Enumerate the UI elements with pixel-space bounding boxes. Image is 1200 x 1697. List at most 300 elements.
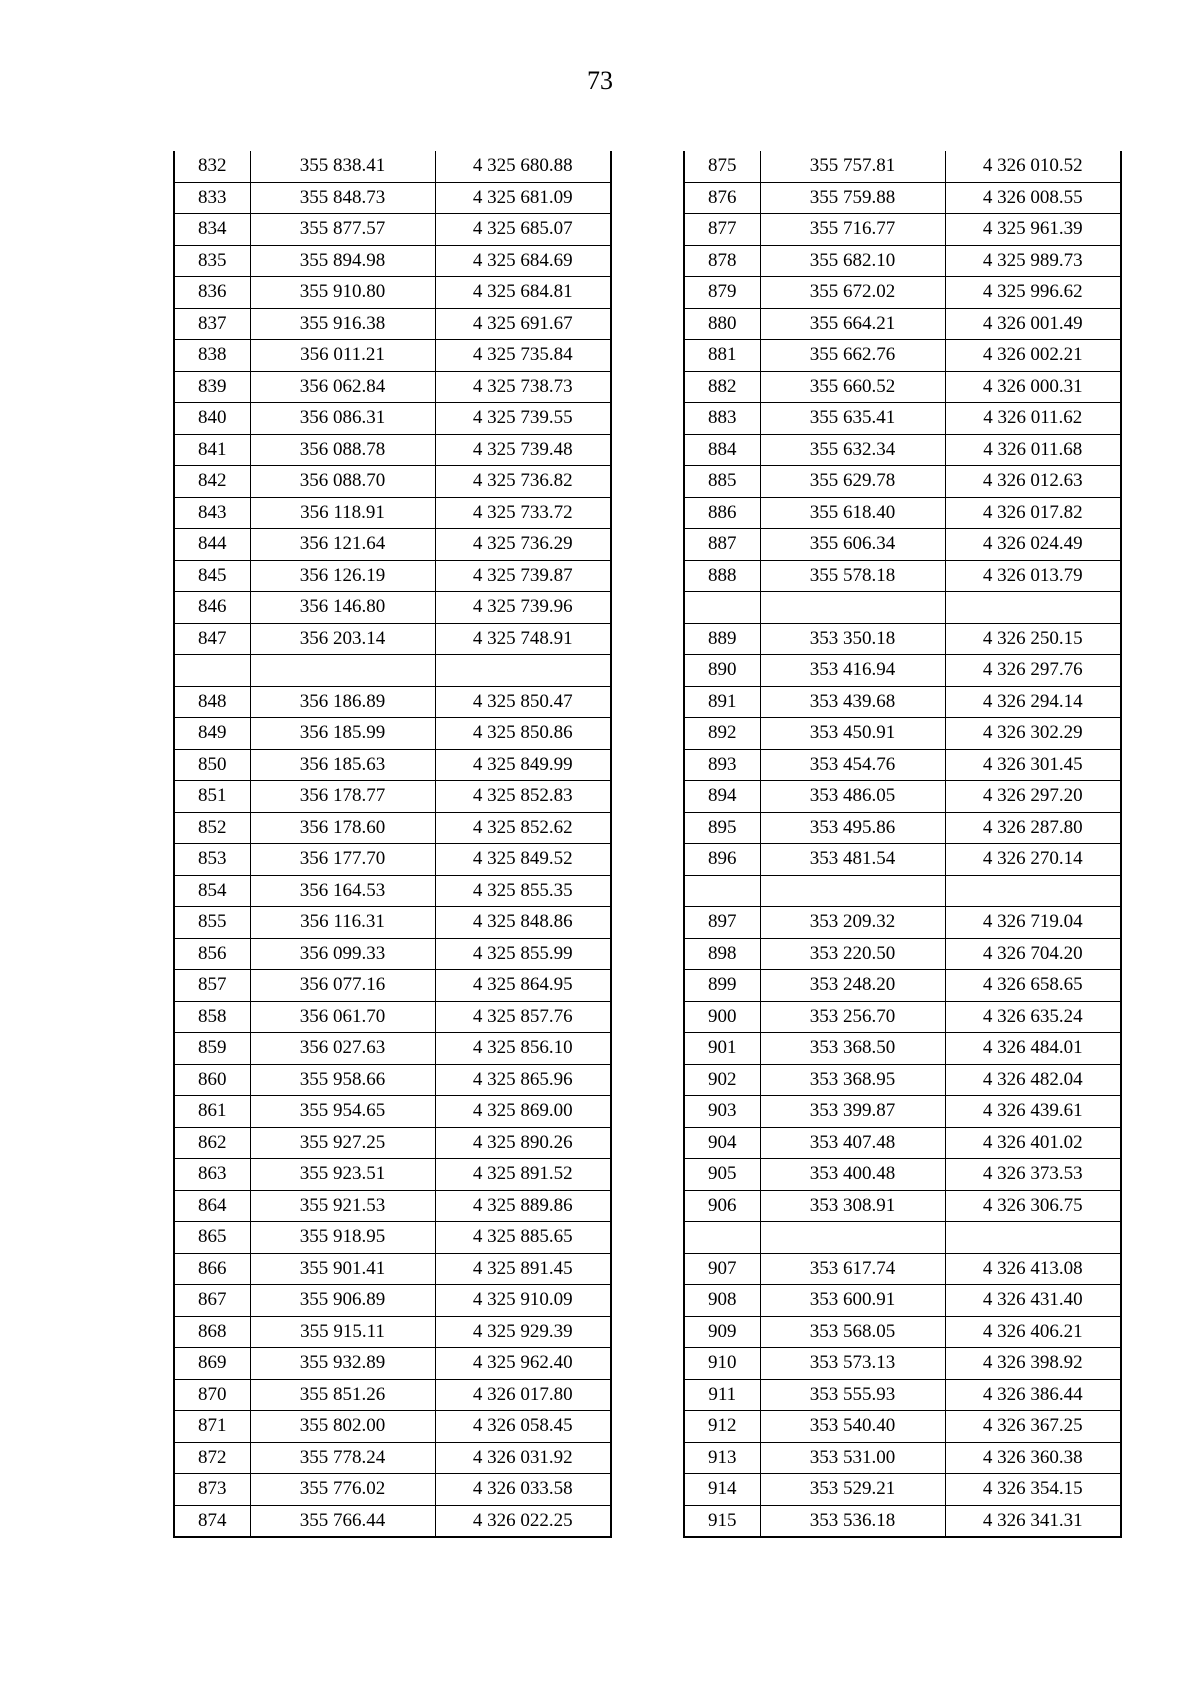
y-coordinate-cell: 4 326 008.55: [945, 182, 1121, 214]
x-coordinate-cell: 355 906.89: [250, 1285, 435, 1317]
point-number-cell: 898: [684, 938, 760, 970]
y-coordinate-cell: 4 325 891.45: [435, 1253, 611, 1285]
x-coordinate-cell: 353 368.50: [760, 1033, 945, 1065]
coordinate-table-body: [684, 151, 1121, 1537]
point-number-cell: 899: [684, 970, 760, 1002]
y-coordinate-cell: 4 325 848.86: [435, 907, 611, 939]
y-coordinate-cell: 4 325 852.62: [435, 812, 611, 844]
table-row: [684, 623, 1121, 655]
table-row: [684, 1064, 1121, 1096]
table-row: [174, 340, 611, 372]
table-row: [174, 1127, 611, 1159]
point-number-cell: 860: [174, 1064, 250, 1096]
x-coordinate-cell: 353 220.50: [760, 938, 945, 970]
point-number-cell: 893: [684, 749, 760, 781]
table-row: [684, 1316, 1121, 1348]
y-coordinate-cell: 4 326 406.21: [945, 1316, 1121, 1348]
y-coordinate-cell: 4 326 439.61: [945, 1096, 1121, 1128]
x-coordinate-cell: 353 481.54: [760, 844, 945, 876]
x-coordinate-cell: 353 486.05: [760, 781, 945, 813]
y-coordinate-cell: 4 325 890.26: [435, 1127, 611, 1159]
table-row: [684, 529, 1121, 561]
table-row: [174, 938, 611, 970]
point-number-cell: 887: [684, 529, 760, 561]
table-row: [684, 245, 1121, 277]
table-row: [174, 1505, 611, 1537]
y-coordinate-cell: 4 326 341.31: [945, 1505, 1121, 1537]
point-number-cell: 877: [684, 214, 760, 246]
point-number-cell: 875: [684, 151, 760, 182]
y-coordinate-cell: 4 325 849.52: [435, 844, 611, 876]
point-number-cell: 868: [174, 1316, 250, 1348]
coordinate-table-left: [173, 151, 612, 1538]
y-coordinate-cell: [435, 655, 611, 687]
y-coordinate-cell: 4 326 482.04: [945, 1064, 1121, 1096]
x-coordinate-cell: 353 454.76: [760, 749, 945, 781]
point-number-cell: [684, 1222, 760, 1254]
point-number-cell: 856: [174, 938, 250, 970]
point-number-cell: 840: [174, 403, 250, 435]
x-coordinate-cell: 356 011.21: [250, 340, 435, 372]
y-coordinate-cell: 4 326 704.20: [945, 938, 1121, 970]
x-coordinate-cell: 353 368.95: [760, 1064, 945, 1096]
point-number-cell: 863: [174, 1159, 250, 1191]
y-coordinate-cell: 4 325 738.73: [435, 371, 611, 403]
point-number-cell: 879: [684, 277, 760, 309]
y-coordinate-cell: 4 326 000.31: [945, 371, 1121, 403]
y-coordinate-cell: 4 325 855.35: [435, 875, 611, 907]
x-coordinate-cell: 355 848.73: [250, 182, 435, 214]
point-number-cell: 878: [684, 245, 760, 277]
x-coordinate-cell: 356 088.70: [250, 466, 435, 498]
x-coordinate-cell: 353 600.91: [760, 1285, 945, 1317]
table-row: [684, 1442, 1121, 1474]
x-coordinate-cell: 356 177.70: [250, 844, 435, 876]
x-coordinate-cell: 355 901.41: [250, 1253, 435, 1285]
point-number-cell: 849: [174, 718, 250, 750]
table-row: [174, 592, 611, 624]
y-coordinate-cell: 4 326 022.25: [435, 1505, 611, 1537]
table-row: [174, 1222, 611, 1254]
x-coordinate-cell: 353 495.86: [760, 812, 945, 844]
table-row: [684, 1474, 1121, 1506]
x-coordinate-cell: 353 439.68: [760, 686, 945, 718]
y-coordinate-cell: 4 325 869.00: [435, 1096, 611, 1128]
y-coordinate-cell: 4 325 733.72: [435, 497, 611, 529]
y-coordinate-cell: 4 326 017.80: [435, 1379, 611, 1411]
y-coordinate-cell: 4 325 684.69: [435, 245, 611, 277]
point-number-cell: 855: [174, 907, 250, 939]
point-number-cell: 866: [174, 1253, 250, 1285]
x-coordinate-cell: [760, 1222, 945, 1254]
point-number-cell: 876: [684, 182, 760, 214]
x-coordinate-cell: 356 178.60: [250, 812, 435, 844]
table-row: [174, 560, 611, 592]
table-row: [174, 151, 611, 182]
y-coordinate-cell: 4 326 354.15: [945, 1474, 1121, 1506]
table-row: [684, 308, 1121, 340]
x-coordinate-cell: 355 662.76: [760, 340, 945, 372]
x-coordinate-cell: 356 077.16: [250, 970, 435, 1002]
y-coordinate-cell: 4 325 850.86: [435, 718, 611, 750]
x-coordinate-cell: 355 629.78: [760, 466, 945, 498]
table-row: [684, 371, 1121, 403]
y-coordinate-cell: 4 325 739.48: [435, 434, 611, 466]
point-number-cell: 901: [684, 1033, 760, 1065]
point-number-cell: 848: [174, 686, 250, 718]
point-number-cell: 852: [174, 812, 250, 844]
point-number-cell: 853: [174, 844, 250, 876]
y-coordinate-cell: 4 326 306.75: [945, 1190, 1121, 1222]
y-coordinate-cell: 4 326 302.29: [945, 718, 1121, 750]
table-row: [174, 875, 611, 907]
table-row: [684, 1127, 1121, 1159]
table-row: [174, 308, 611, 340]
point-number-cell: 851: [174, 781, 250, 813]
page-number: 73: [587, 66, 613, 95]
point-number-cell: 888: [684, 560, 760, 592]
point-number-cell: 895: [684, 812, 760, 844]
y-coordinate-cell: 4 326 431.40: [945, 1285, 1121, 1317]
point-number-cell: 859: [174, 1033, 250, 1065]
x-coordinate-cell: [250, 655, 435, 687]
point-number-cell: 847: [174, 623, 250, 655]
x-coordinate-cell: 353 308.91: [760, 1190, 945, 1222]
table-row: [174, 1285, 611, 1317]
y-coordinate-cell: 4 325 685.07: [435, 214, 611, 246]
x-coordinate-cell: 355 618.40: [760, 497, 945, 529]
y-coordinate-cell: 4 325 681.09: [435, 182, 611, 214]
table-row: [174, 1159, 611, 1191]
point-number-cell: 882: [684, 371, 760, 403]
x-coordinate-cell: 353 416.94: [760, 655, 945, 687]
x-coordinate-cell: 355 759.88: [760, 182, 945, 214]
table-row: [174, 686, 611, 718]
x-coordinate-cell: 356 062.84: [250, 371, 435, 403]
y-coordinate-cell: 4 326 297.20: [945, 781, 1121, 813]
x-coordinate-cell: 353 555.93: [760, 1379, 945, 1411]
table-row: [174, 245, 611, 277]
x-coordinate-cell: 355 838.41: [250, 151, 435, 182]
point-number-cell: 835: [174, 245, 250, 277]
table-row: [174, 844, 611, 876]
point-number-cell: 867: [174, 1285, 250, 1317]
point-number-cell: 880: [684, 308, 760, 340]
x-coordinate-cell: 355 927.25: [250, 1127, 435, 1159]
y-coordinate-cell: [945, 875, 1121, 907]
table-row: [684, 497, 1121, 529]
y-coordinate-cell: 4 326 297.76: [945, 655, 1121, 687]
table-row: [684, 1159, 1121, 1191]
x-coordinate-cell: 355 916.38: [250, 308, 435, 340]
x-coordinate-cell: 356 118.91: [250, 497, 435, 529]
point-number-cell: 850: [174, 749, 250, 781]
y-coordinate-cell: 4 326 294.14: [945, 686, 1121, 718]
table-row: [684, 466, 1121, 498]
y-coordinate-cell: 4 325 739.55: [435, 403, 611, 435]
y-coordinate-cell: 4 326 373.53: [945, 1159, 1121, 1191]
point-number-cell: 900: [684, 1001, 760, 1033]
table-row: [684, 277, 1121, 309]
y-coordinate-cell: 4 325 961.39: [945, 214, 1121, 246]
y-coordinate-cell: 4 325 910.09: [435, 1285, 611, 1317]
table-row: [684, 686, 1121, 718]
point-number-cell: 906: [684, 1190, 760, 1222]
table-row: [174, 1348, 611, 1380]
y-coordinate-cell: 4 325 865.96: [435, 1064, 611, 1096]
y-coordinate-cell: 4 325 857.76: [435, 1001, 611, 1033]
point-number-cell: 832: [174, 151, 250, 182]
point-number-cell: 861: [174, 1096, 250, 1128]
point-number-cell: 904: [684, 1127, 760, 1159]
x-coordinate-cell: 355 682.10: [760, 245, 945, 277]
point-number-cell: 891: [684, 686, 760, 718]
x-coordinate-cell: 355 757.81: [760, 151, 945, 182]
y-coordinate-cell: 4 325 855.99: [435, 938, 611, 970]
point-number-cell: 874: [174, 1505, 250, 1537]
x-coordinate-cell: 353 350.18: [760, 623, 945, 655]
y-coordinate-cell: 4 325 849.99: [435, 749, 611, 781]
point-number-cell: [684, 875, 760, 907]
y-coordinate-cell: 4 325 996.62: [945, 277, 1121, 309]
x-coordinate-cell: 356 027.63: [250, 1033, 435, 1065]
point-number-cell: 912: [684, 1411, 760, 1443]
table-row: [684, 812, 1121, 844]
y-coordinate-cell: 4 326 001.49: [945, 308, 1121, 340]
table-row: [174, 1442, 611, 1474]
point-number-cell: [174, 655, 250, 687]
point-number-cell: 913: [684, 1442, 760, 1474]
y-coordinate-cell: 4 326 401.02: [945, 1127, 1121, 1159]
table-row: [174, 1096, 611, 1128]
x-coordinate-cell: 353 450.91: [760, 718, 945, 750]
y-coordinate-cell: 4 326 010.52: [945, 151, 1121, 182]
x-coordinate-cell: 356 178.77: [250, 781, 435, 813]
y-coordinate-cell: 4 326 484.01: [945, 1033, 1121, 1065]
point-number-cell: 886: [684, 497, 760, 529]
x-coordinate-cell: 355 606.34: [760, 529, 945, 561]
y-coordinate-cell: [945, 1222, 1121, 1254]
point-number-cell: 911: [684, 1379, 760, 1411]
x-coordinate-cell: 355 660.52: [760, 371, 945, 403]
y-coordinate-cell: 4 326 398.92: [945, 1348, 1121, 1380]
y-coordinate-cell: 4 326 635.24: [945, 1001, 1121, 1033]
point-number-cell: 885: [684, 466, 760, 498]
point-number-cell: 890: [684, 655, 760, 687]
x-coordinate-cell: 355 632.34: [760, 434, 945, 466]
table-row: [174, 1190, 611, 1222]
y-coordinate-cell: 4 325 736.29: [435, 529, 611, 561]
x-coordinate-cell: 355 776.02: [250, 1474, 435, 1506]
point-number-cell: 844: [174, 529, 250, 561]
table-row: [684, 1411, 1121, 1443]
y-coordinate-cell: 4 325 885.65: [435, 1222, 611, 1254]
y-coordinate-cell: [945, 592, 1121, 624]
point-number-cell: 837: [174, 308, 250, 340]
y-coordinate-cell: 4 326 002.21: [945, 340, 1121, 372]
y-coordinate-cell: 4 326 031.92: [435, 1442, 611, 1474]
y-coordinate-cell: 4 326 270.14: [945, 844, 1121, 876]
point-number-cell: 836: [174, 277, 250, 309]
point-number-cell: 846: [174, 592, 250, 624]
table-row: [684, 1253, 1121, 1285]
table-row: [174, 1253, 611, 1285]
y-coordinate-cell: 4 326 013.79: [945, 560, 1121, 592]
x-coordinate-cell: 355 802.00: [250, 1411, 435, 1443]
point-number-cell: 883: [684, 403, 760, 435]
x-coordinate-cell: 355 954.65: [250, 1096, 435, 1128]
x-coordinate-cell: 353 256.70: [760, 1001, 945, 1033]
y-coordinate-cell: 4 326 413.08: [945, 1253, 1121, 1285]
coordinate-table-right: [683, 151, 1122, 1538]
y-coordinate-cell: 4 326 058.45: [435, 1411, 611, 1443]
table-row: [174, 434, 611, 466]
point-number-cell: 915: [684, 1505, 760, 1537]
table-row: [174, 749, 611, 781]
point-number-cell: 857: [174, 970, 250, 1002]
x-coordinate-cell: 353 531.00: [760, 1442, 945, 1474]
point-number-cell: [684, 592, 760, 624]
table-row: [174, 466, 611, 498]
x-coordinate-cell: 356 126.19: [250, 560, 435, 592]
x-coordinate-cell: 356 086.31: [250, 403, 435, 435]
y-coordinate-cell: 4 325 735.84: [435, 340, 611, 372]
x-coordinate-cell: 355 921.53: [250, 1190, 435, 1222]
point-number-cell: 889: [684, 623, 760, 655]
x-coordinate-cell: 355 766.44: [250, 1505, 435, 1537]
table-row: [684, 214, 1121, 246]
point-number-cell: 862: [174, 1127, 250, 1159]
table-row: [684, 1222, 1121, 1254]
table-row: [174, 1379, 611, 1411]
x-coordinate-cell: 353 536.18: [760, 1505, 945, 1537]
x-coordinate-cell: 353 529.21: [760, 1474, 945, 1506]
x-coordinate-cell: 355 672.02: [760, 277, 945, 309]
point-number-cell: 884: [684, 434, 760, 466]
x-coordinate-cell: 356 116.31: [250, 907, 435, 939]
table-row: [684, 434, 1121, 466]
x-coordinate-cell: 356 099.33: [250, 938, 435, 970]
y-coordinate-cell: 4 325 680.88: [435, 151, 611, 182]
table-row: [684, 781, 1121, 813]
table-row: [174, 781, 611, 813]
table-row: [174, 403, 611, 435]
x-coordinate-cell: 355 915.11: [250, 1316, 435, 1348]
table-row: [174, 655, 611, 687]
x-coordinate-cell: 355 910.80: [250, 277, 435, 309]
point-number-cell: 871: [174, 1411, 250, 1443]
table-row: [684, 560, 1121, 592]
y-coordinate-cell: 4 325 850.47: [435, 686, 611, 718]
point-number-cell: 845: [174, 560, 250, 592]
table-row: [684, 1001, 1121, 1033]
x-coordinate-cell: 355 635.41: [760, 403, 945, 435]
table-row: [174, 214, 611, 246]
table-row: [174, 623, 611, 655]
y-coordinate-cell: 4 326 250.15: [945, 623, 1121, 655]
y-coordinate-cell: 4 326 360.38: [945, 1442, 1121, 1474]
point-number-cell: 873: [174, 1474, 250, 1506]
y-coordinate-cell: 4 325 989.73: [945, 245, 1121, 277]
x-coordinate-cell: 356 061.70: [250, 1001, 435, 1033]
point-number-cell: 881: [684, 340, 760, 372]
x-coordinate-cell: 356 121.64: [250, 529, 435, 561]
point-number-cell: 842: [174, 466, 250, 498]
y-coordinate-cell: 4 325 684.81: [435, 277, 611, 309]
x-coordinate-cell: 353 209.32: [760, 907, 945, 939]
point-number-cell: 903: [684, 1096, 760, 1128]
point-number-cell: 839: [174, 371, 250, 403]
point-number-cell: 858: [174, 1001, 250, 1033]
y-coordinate-cell: 4 326 301.45: [945, 749, 1121, 781]
x-coordinate-cell: 355 851.26: [250, 1379, 435, 1411]
y-coordinate-cell: 4 326 017.82: [945, 497, 1121, 529]
x-coordinate-cell: 353 400.48: [760, 1159, 945, 1191]
x-coordinate-cell: [760, 875, 945, 907]
point-number-cell: 897: [684, 907, 760, 939]
table-row: [684, 938, 1121, 970]
y-coordinate-cell: 4 326 386.44: [945, 1379, 1121, 1411]
table-row: [174, 1064, 611, 1096]
x-coordinate-cell: 353 407.48: [760, 1127, 945, 1159]
y-coordinate-cell: 4 325 929.39: [435, 1316, 611, 1348]
x-coordinate-cell: 353 617.74: [760, 1253, 945, 1285]
point-number-cell: 907: [684, 1253, 760, 1285]
table-row: [174, 1474, 611, 1506]
table-row: [684, 1379, 1121, 1411]
table-row: [174, 718, 611, 750]
x-coordinate-cell: 353 248.20: [760, 970, 945, 1002]
x-coordinate-cell: 353 540.40: [760, 1411, 945, 1443]
y-coordinate-cell: 4 325 739.87: [435, 560, 611, 592]
table-row: [174, 277, 611, 309]
y-coordinate-cell: 4 325 852.83: [435, 781, 611, 813]
x-coordinate-cell: 356 164.53: [250, 875, 435, 907]
table-row: [684, 655, 1121, 687]
table-row: [174, 497, 611, 529]
table-row: [684, 1285, 1121, 1317]
point-number-cell: 894: [684, 781, 760, 813]
table-row: [684, 151, 1121, 182]
table-row: [174, 1001, 611, 1033]
point-number-cell: 870: [174, 1379, 250, 1411]
table-row: [684, 1505, 1121, 1537]
point-number-cell: 908: [684, 1285, 760, 1317]
x-coordinate-cell: 356 146.80: [250, 592, 435, 624]
point-number-cell: 905: [684, 1159, 760, 1191]
y-coordinate-cell: 4 326 033.58: [435, 1474, 611, 1506]
x-coordinate-cell: 355 894.98: [250, 245, 435, 277]
y-coordinate-cell: 4 326 011.62: [945, 403, 1121, 435]
point-number-cell: 872: [174, 1442, 250, 1474]
y-coordinate-cell: 4 325 889.86: [435, 1190, 611, 1222]
x-coordinate-cell: 355 716.77: [760, 214, 945, 246]
table-row: [174, 1411, 611, 1443]
point-number-cell: 841: [174, 434, 250, 466]
table-row: [684, 749, 1121, 781]
x-coordinate-cell: 355 664.21: [760, 308, 945, 340]
x-coordinate-cell: 355 578.18: [760, 560, 945, 592]
table-row: [684, 1096, 1121, 1128]
table-row: [684, 403, 1121, 435]
point-number-cell: 869: [174, 1348, 250, 1380]
table-row: [684, 875, 1121, 907]
table-row: [174, 1316, 611, 1348]
table-row: [684, 182, 1121, 214]
point-number-cell: 834: [174, 214, 250, 246]
y-coordinate-cell: 4 326 367.25: [945, 1411, 1121, 1443]
table-row: [684, 970, 1121, 1002]
